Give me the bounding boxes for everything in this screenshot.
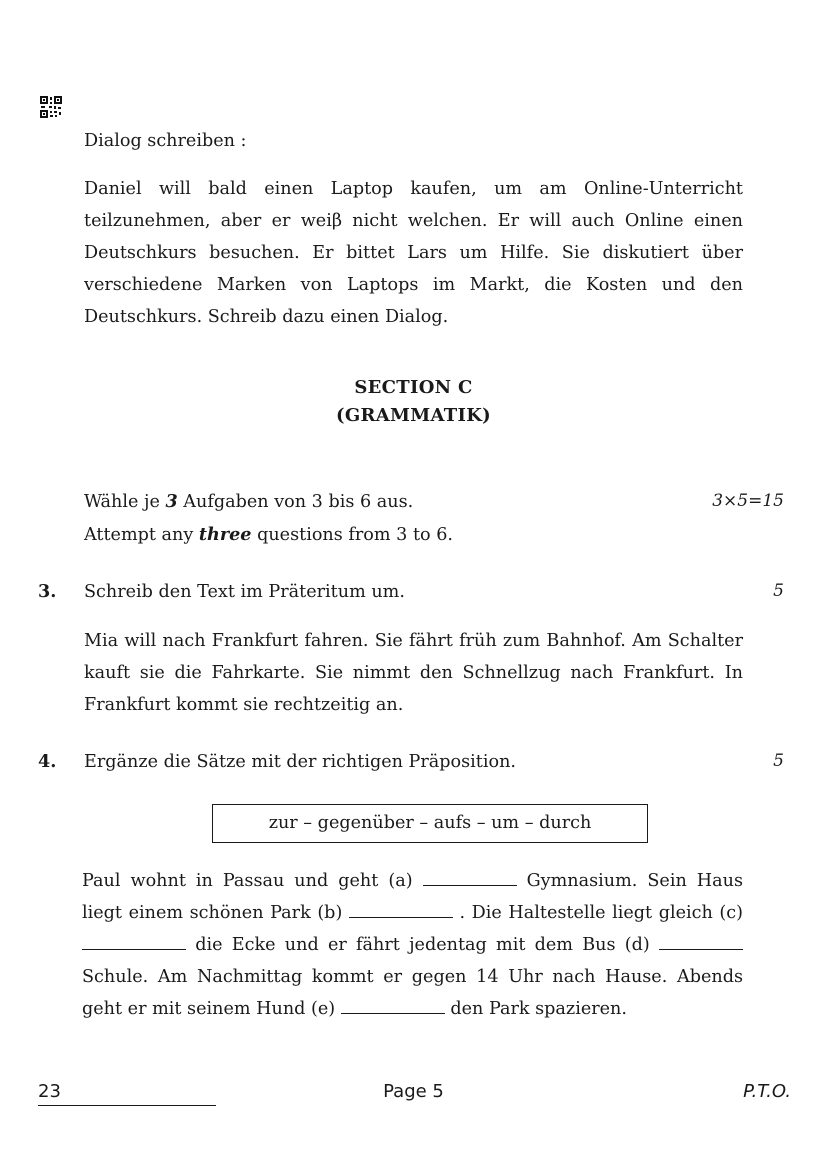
cloze-part-4: die Ecke und er fährt jedentag mit dem Bus (d): [186, 935, 659, 955]
instruction-marks: 3×5=15: [712, 491, 784, 511]
section-title: SECTION C: [354, 377, 473, 398]
blank-a[interactable]: [423, 884, 517, 886]
question-3-marks: 5: [773, 581, 784, 601]
instruction-german-number: 3: [165, 491, 178, 512]
instruction-german: [84, 491, 413, 513]
blank-c[interactable]: [82, 948, 186, 950]
footer-code: 23: [38, 1081, 61, 1102]
blank-e[interactable]: [341, 1012, 445, 1014]
footer-page-number: Page 5: [383, 1081, 444, 1102]
cloze-part-3: . Die Haltestelle liegt gleich (c): [452, 903, 744, 923]
question-3-text: Mia will nach Frankfurt fahren. Sie fährt früh zum Bahnhof. Am Schalter kauft sie die Fahrkarte. Sie nimmt den Schnellzug nach Frankfurt. In Frankfurt kommt sie rechtzeitig an.: [84, 631, 743, 715]
dialog-prompt-text: Daniel will bald einen Laptop kaufen, um am Online-Unterricht teilzunehmen, aber er weiβ nicht welchen. Er will auch Online einen Deutschkurs besuchen. Er bittet Lars um Hilfe. Sie diskutiert über verschiedene Marken von Laptops im Markt, die Kosten und den Deutschkurs. Schreib dazu einen Dialog.: [84, 179, 743, 327]
blank-d[interactable]: [659, 948, 743, 950]
dialog-heading: Dialog schreiben :: [84, 131, 247, 151]
word-box: zur – gegenüber – aufs – um – durch: [212, 804, 648, 843]
instruction-german-after: Aufgaben von 3 bis 6 aus.: [177, 492, 414, 512]
cloze-part-2: Gymnasium. Sein Haus liegt einem schönen Park (b): [82, 871, 743, 923]
qr-code-icon: [40, 96, 62, 118]
instruction-english-after: questions from 3 to 6.: [251, 525, 453, 545]
cloze-part-6: den Park spazieren.: [444, 999, 627, 1019]
blank-b[interactable]: [349, 916, 453, 918]
question-4-marks: 5: [773, 751, 784, 771]
instruction-english: [84, 524, 453, 546]
cloze-part-5: Schule. Am Nachmittag kommt er gegen 14 Uhr nach Hause. Abends geht er mit seinem Hund (e): [82, 967, 743, 1019]
instruction-german-before: Wähle je: [84, 492, 166, 512]
question-4-prompt: Ergänze die Sätze mit der richtigen Präposition.: [84, 752, 517, 772]
footer-divider: [38, 1105, 216, 1106]
section-subtitle: (GRAMMATIK): [336, 405, 491, 426]
instruction-english-emphasis: three: [198, 524, 252, 545]
question-3-number: 3.: [38, 581, 57, 602]
footer-pto: P.T.O.: [743, 1081, 791, 1102]
question-4-cloze-text: [82, 865, 743, 1025]
cloze-part-1: Paul wohnt in Passau und geht (a): [82, 871, 423, 891]
instruction-english-before: Attempt any: [84, 525, 199, 545]
question-4-number: 4.: [38, 751, 57, 772]
question-3-prompt: Schreib den Text im Präteritum um.: [84, 582, 405, 602]
